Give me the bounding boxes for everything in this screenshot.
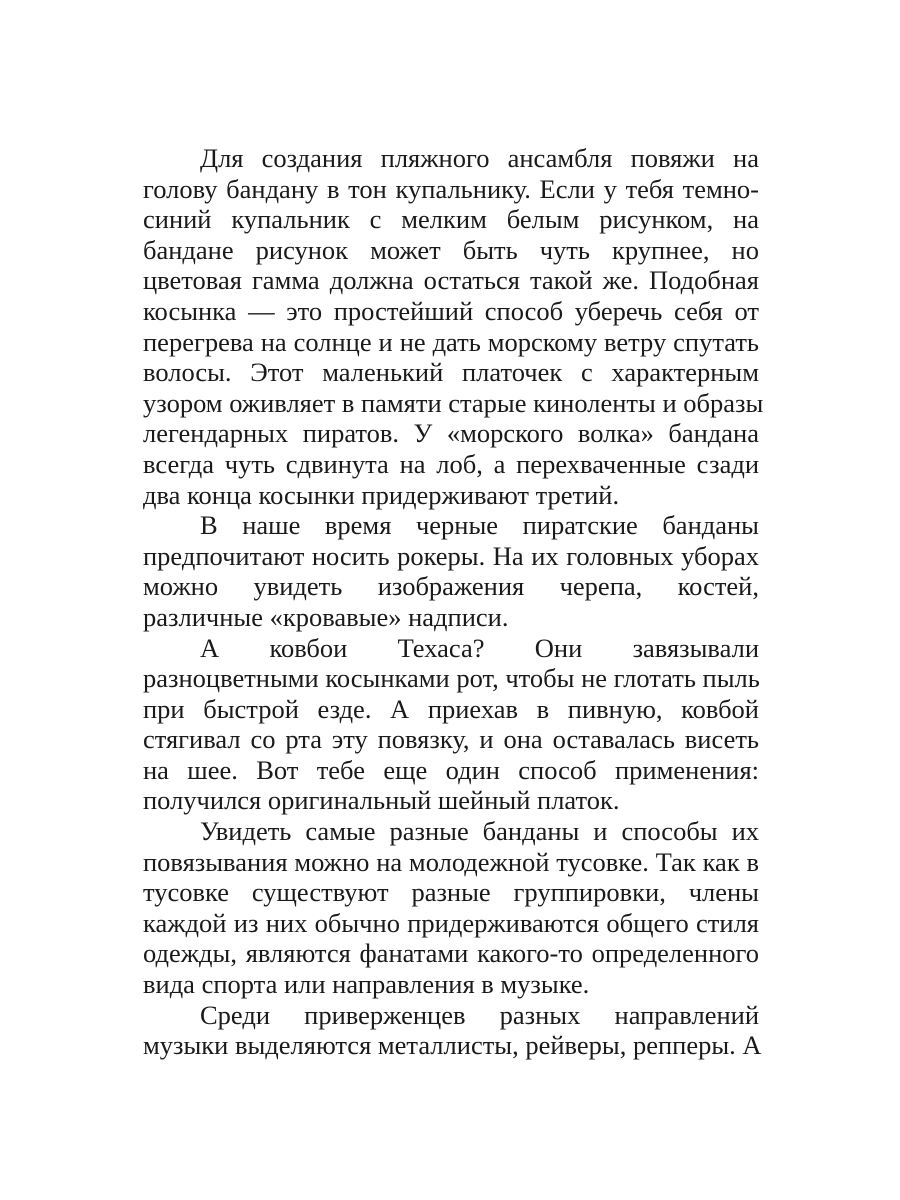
paragraph [143,633,759,817]
text-line: при быстрой езде. А приехав в пивную, ковбой [143,693,759,724]
text-line: на шее. Вот тебе еще один способ применения: [143,754,759,785]
text-line: различные «кровавые» надписи. [143,601,509,632]
text-line: Среди приверженцев разных направлений [200,999,759,1030]
text-line: можно увидеть изображения черепа, костей, [143,571,759,602]
paragraph [143,143,764,510]
text-line: узором оживляет в памяти старые киноленты и образы [143,387,764,418]
text-line: каждой из них обычно придерживаются общего стиля [143,907,759,938]
text-line: голову бандану в тон купальнику. Если у тебя темно- [143,173,759,204]
text-line: вида спорта или направления в музыке. [143,969,590,1000]
text-line: музыки выделяются металлисты, рейверы, репперы. А [143,1030,762,1061]
text-line: всегда чуть сдвинута на лоб, а перехваченные сзади [143,448,759,479]
text-line: повязывания можно на молодежной тусовке. Так как в [143,846,759,877]
text-line: легендарных пиратов. У «морского волка» бандана [143,418,759,449]
paragraph [143,816,759,1000]
text-line: А ковбои Техаса? Они завязывали [200,632,759,663]
text-line: два конца косынки придерживают третий. [143,479,620,510]
paragraph [143,510,759,632]
text-line: стягивал со рта эту повязку, и она оставалась висеть [143,724,759,755]
text-line: перегрева на солнце и не дать морскому ветру спутать [143,326,759,357]
text-line: синий купальник с мелким белым рисунком, на [143,204,759,235]
text-line: одежды, являются фанатами какого-то определенного [143,938,759,969]
text-line: Для создания пляжного ансамбля повяжи на [200,143,759,173]
text-line: В наше время черные пиратские банданы [200,510,759,541]
text-line: получился оригинальный шейный платок. [143,785,620,816]
text-line: бандане рисунок может быть чуть крупнее, но [143,234,759,265]
text-line: предпочитают носить рокеры. На их головных уборах [143,540,759,571]
paragraph [143,999,762,1061]
text-line: цветовая гамма должна остаться такой же. Подобная [143,265,759,296]
text-line: Увидеть самые разные банданы и способы их [200,816,759,847]
body-text [143,143,764,1061]
text-line: косынка — это простейший способ уберечь себя от [143,295,759,326]
text-line: разноцветными косынками рот, чтобы не глотать пыль [143,663,760,694]
text-line: волосы. Этот маленький платочек с характерным [143,357,759,388]
text-line: тусовке существуют разные группировки, члены [143,877,759,908]
